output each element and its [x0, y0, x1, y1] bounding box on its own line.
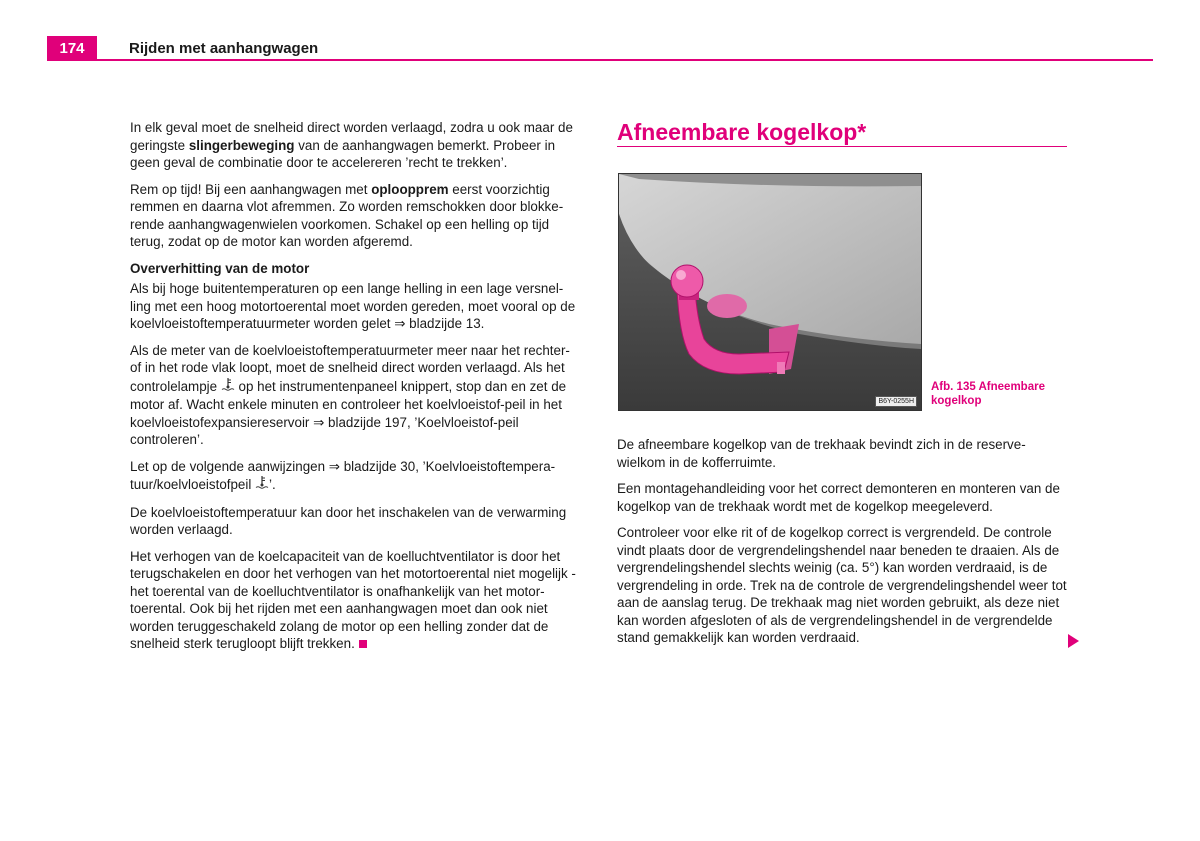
- end-of-section-icon: [359, 640, 367, 648]
- paragraph: [130, 458, 582, 495]
- coolant-temperature-icon: [255, 475, 269, 495]
- text: Rem op tijd! Bij een aanhangwagen met: [130, 181, 372, 197]
- paragraph: [130, 181, 582, 251]
- paragraph: [130, 119, 582, 172]
- section-title: Afneembare kogelkop*: [617, 119, 867, 145]
- subheading: Oververhitting van de motor: [130, 260, 310, 276]
- right-column: [617, 436, 1067, 656]
- page-number: 174: [47, 36, 97, 61]
- paragraph: Een montagehandleiding voor het correct demonteren en monteren van de kogelkop van de trekhaak wordt met de kogelkop meegeleverd.: [617, 481, 1060, 514]
- text: Let op de volgende aanwijzingen ⇒ bladzijde 30, ’Koelvloeistoftempera-tuur/koelvloeistofpeil: [130, 458, 556, 492]
- text: ’.: [269, 477, 276, 492]
- figure-caption: Afb. 135 Afneembare kogelkop: [931, 381, 1045, 407]
- text: op het instrumentenpaneel knippert, stop dan en zet de motor af. Wacht enkele minuten en controleer het koelvloeistof-peil in het koelvloeistofexpansiereservoir ⇒ bladzijde 197, ’Koelvloeistof-peil controleren’.: [130, 378, 567, 447]
- paragraph: Als bij hoge buitentemperaturen op een lange helling in een lage versnel-ling met een hoog motortoerental moet worden gereden, moet vooral op de koelvloeistoftemperatuurmeter worden gelet ⇒ bladzijde 13.: [130, 281, 576, 331]
- page-header: [47, 36, 1153, 61]
- text: Als de meter van de koelvloeistoftemperatuurmeter meer naar het rechter- of in het rode vlak loopt, moet de snelheid direct worden verlaagd. Als het controlelampje: [130, 342, 570, 394]
- text: Het verhogen van de koelcapaciteit van de koelluchtventilator is door het terugschakelen en door het verhogen van het motortoerental niet mogelijk - het toerental van de koelluchtventilator is onafhankelijk van het motor-toerental. Ook bij het rijden met een aanhangwagen moet dan ook niet worden teruggeschakeld zolang de motor op een helling zonder dat de snelheid sterk terugloopt blijft trekken.: [130, 548, 576, 651]
- paragraph: Controleer voor elke rit of de kogelkop correct is vergrendeld. De controle vindt plaats door de vergrendelingshendel naar beneden te draaien. Als de vergrendelingshendel slechts weinig (ca. 5°) kan worden verdraaid, is de vergrendeling in orde. Trek na de controle de vergrendelingshendel weer tot aan de aanslag terug. De trekhaak mag niet worden gebruikt, als deze niet kan worden afgesloten of als de vergrendelingshendel in de vergrendelde stand gemakkelijk kan worden verdraaid.: [617, 525, 1067, 645]
- header-rule: [97, 59, 1153, 61]
- tow-hook-figure: [618, 173, 922, 411]
- bold-term: slingerbeweging: [188, 137, 295, 153]
- section-rule: [617, 146, 1067, 147]
- text: In elk geval moet de snelheid direct worden verlaagd, zodra u ook maar de geringste: [130, 120, 573, 153]
- running-title: Rijden met aanhangwagen: [129, 40, 319, 57]
- coolant-temperature-icon: [221, 377, 235, 397]
- left-column: [130, 119, 582, 662]
- paragraph: De koelvloeistoftemperatuur kan door het inschakelen van de verwarming worden verlaagd.: [130, 504, 567, 537]
- paragraph: [130, 548, 582, 653]
- bold-term: oploopprem: [371, 181, 449, 197]
- continue-arrow-icon: [1068, 634, 1079, 648]
- paragraph: De afneembare kogelkop van de trekhaak bevindt zich in de reserve-wielkom in de kofferruimte.: [617, 437, 1026, 470]
- tow-ball-illustration: [619, 174, 921, 410]
- text: eerst voorzichtig remmen en daarna vlot afremmen. Zo worden remschokken door blokke-rende aanhangwagenwielen voorkomen. Schakel op een helling op tijd terug, zodat op de motor kan worden afgeremd.: [130, 181, 564, 249]
- figure-code: B6Y-0255H: [875, 396, 917, 407]
- text: van de aanhangwagen bemerkt. Probeer in geen geval de combinatie door te accelereren ’recht te trekken’.: [130, 137, 556, 170]
- paragraph: [130, 342, 582, 449]
